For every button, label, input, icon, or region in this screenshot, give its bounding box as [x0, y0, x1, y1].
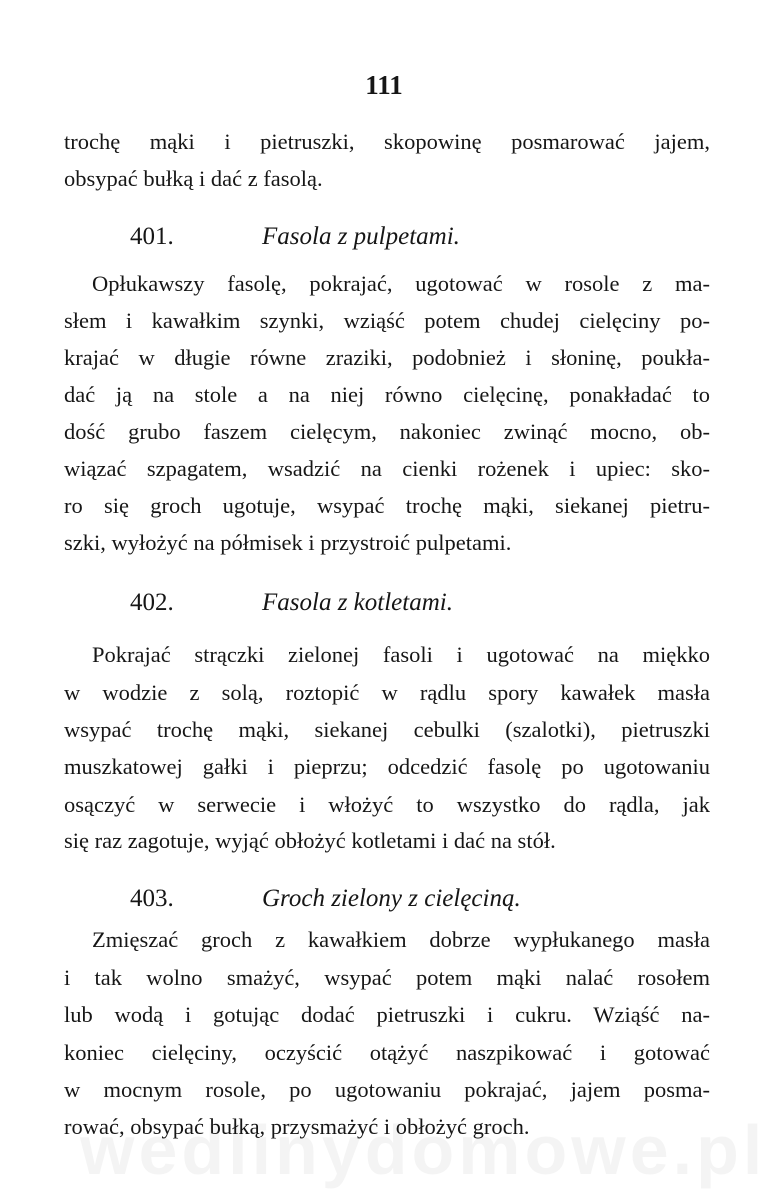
text-line: koniec cielęciny, oczyścić otążyć naszpikować i gotować: [64, 1040, 710, 1065]
text-line: słem i kawałkim szynki, wziąść potem chudej cielęciny po-: [64, 308, 710, 333]
recipe-heading-401: [130, 222, 460, 252]
text-line: się raz zagotuje, wyjąć obłożyć kotletami i dać na stół.: [64, 828, 556, 853]
text-line: lub wodą i gotując dodać pietruszki i cukru. Wziąść na-: [64, 1002, 710, 1027]
recipe-number: 401.: [130, 223, 174, 250]
recipe-heading-402: [130, 588, 453, 618]
text-line: Opłukawszy fasolę, pokrajać, ugotować w rosole z ma-: [92, 271, 710, 296]
text-line: dość grubo faszem cielęcym, nakoniec zwinąć mocno, ob-: [64, 419, 710, 444]
text-line: wsypać trochę mąki, siekanej cebulki (szalotki), pietruszki: [64, 717, 710, 742]
watermark: [80, 1110, 766, 1190]
text-line: wiązać szpagatem, wsadzić na cienki rożenek i upiec: sko-: [64, 456, 710, 481]
recipe-heading-403: [130, 884, 521, 914]
text-line: osączyć w serwecie i włożyć to wszystko do rądla, jak: [64, 792, 710, 817]
text-line: krajać w długie równe zraziki, podobnież i słoninę, poukła-: [64, 345, 710, 370]
text-line: Pokrajać strączki zielonej fasoli i ugotować na miękko: [92, 642, 710, 667]
text-line: i tak wolno smażyć, wsypać potem mąki nalać rosołem: [64, 965, 710, 990]
text-line: w wodzie z solą, roztopić w rądlu spory kawałek masła: [64, 680, 710, 705]
recipe-number: 402.: [130, 589, 174, 616]
text-line: Zmięszać groch z kawałkiem dobrze wypłukanego masła: [92, 927, 710, 952]
recipe-title: Groch zielony z cielęciną.: [262, 885, 521, 912]
text-line: trochę mąki i pietruszki, skopowinę posmarować jajem,: [64, 129, 710, 154]
text-line: ro się groch ugotuje, wsypać trochę mąki, siekanej pietru-: [64, 493, 710, 518]
text-line: szki, wyłożyć na półmisek i przystroić pulpetami.: [64, 530, 512, 555]
text-line: rować, obsypać bułką, przysmażyć i obłożyć groch.: [64, 1114, 530, 1139]
recipe-title: Fasola z pulpetami.: [262, 223, 460, 250]
text-line: muszkatowej gałki i pieprzu; odcedzić fasolę po ugotowaniu: [64, 754, 710, 779]
text-line: dać ją na stole a na niej równo cielęcinę, ponakładać to: [64, 382, 710, 407]
text-line: w mocnym rosole, po ugotowaniu pokrajać, jajem posma-: [64, 1077, 710, 1102]
recipe-title: Fasola z kotletami.: [262, 589, 453, 616]
recipe-number: 403.: [130, 885, 174, 912]
page-number: 111: [365, 70, 403, 100]
text-line: obsypać bułką i dać z fasolą.: [64, 166, 323, 191]
